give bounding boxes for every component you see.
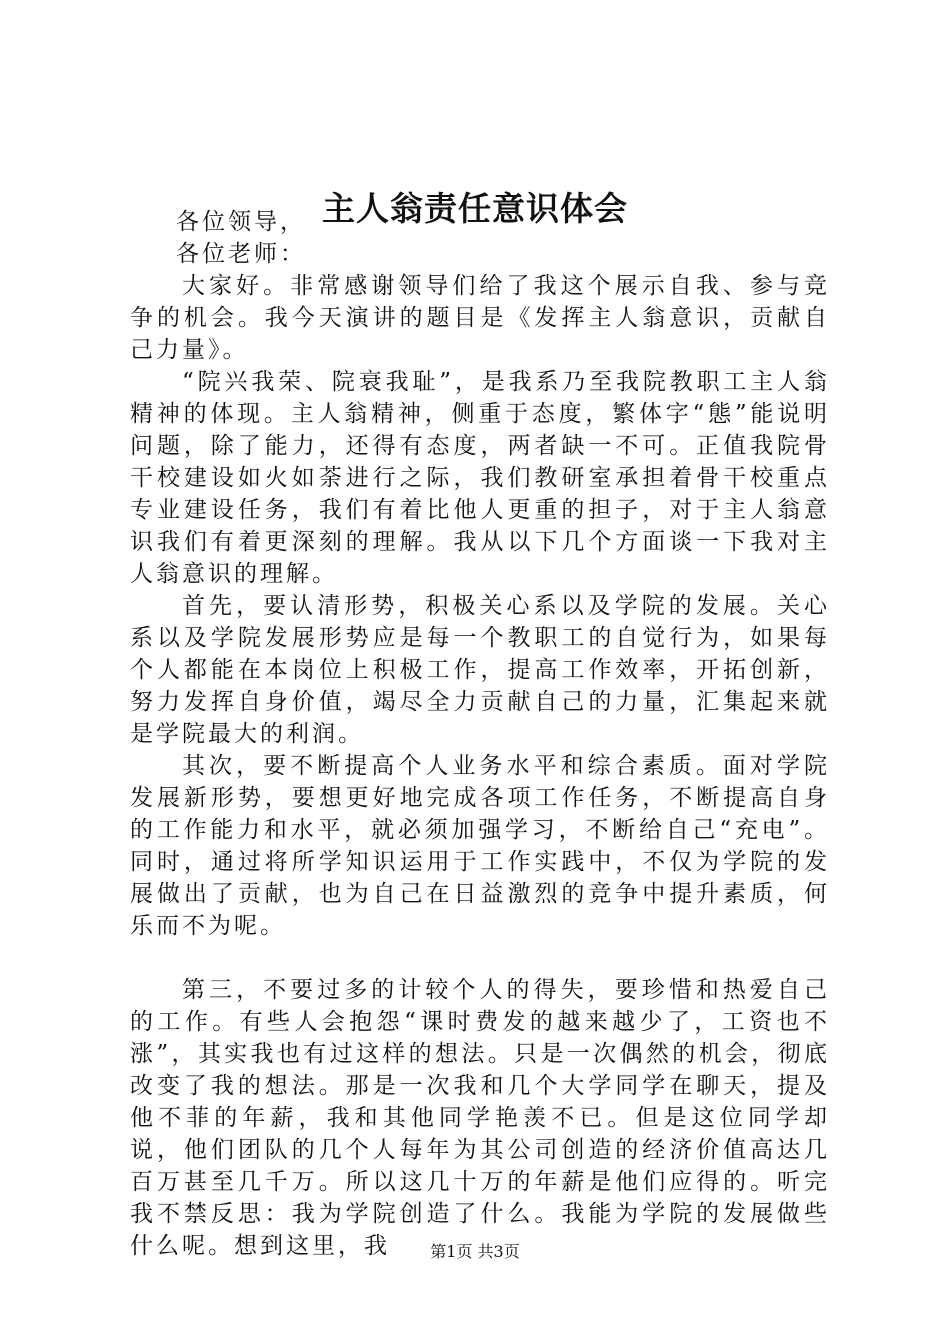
paragraph-third-point: 第三，不要过多的计较个人的得失，要珍惜和热爱自己的工作。有些人会抱怨“课时费发的越来越少了，工资也不涨”，其实我也有过这样的想法。只是一次偶然的机会，彻底改变了我的想法。那是一次我和几个大学同学在聊天，提及他不菲的年薪，我和其他同学艳羡不已。但是这位同学却说，他们团队的几个人每年为其公司创造的经济价值高达几百万甚至几千万。所以这几十万的年薪是他们应得的。听完我不禁反思：我为学院创造了什么。我能为学院的发展做些什么呢。想到这里，我 <box>130 977 830 1259</box>
paragraph-second-point: 其次，要不断提高个人业务水平和综合素质。面对学院发展新形势，要想更好地完成各项工作任务，不断提高自身的工作能力和水平，就必须加强学习，不断给自己“充电”。同时，通过将所学知识运用于工作实践中，不仅为学院的发展做出了贡献，也为自己在日益激烈的竞争中提升素质，何乐而不为呢。 <box>130 753 830 939</box>
paragraph-ownership-spirit: “院兴我荣、院衰我耻”，是我系乃至我院教职工主人翁精神的体现。主人翁精神，侧重于态度，繁体字“態”能说明问题，除了能力，还得有态度，两者缺一不可。正值我院骨干校建设如火如荼进行之际，我们教研室承担着骨干校重点专业建设任务，我们有着比他人更重的担子，对于主人翁意识我们有着更深刻的理解。我从以下几个方面谈一下我对主人翁意识的理解。 <box>130 369 830 587</box>
paragraph-first-point: 首先，要认清形势，积极关心系以及学院的发展。关心系以及学院发展形势应是每一个教职工的自觉行为，如果每个人都能在本岗位上积极工作，提高工作效率，开拓创新，努力发挥自身价值，竭尽全力贡献自己的力量，汇集起来就是学院最大的利润。 <box>130 593 830 747</box>
page-footer: 第1页 共3页 <box>430 1242 520 1261</box>
document-body <box>130 206 830 1262</box>
paragraph-greeting: 大家好。非常感谢领导们给了我这个展示自我、参与竞争的机会。我今天演讲的题目是《发挥主人翁意识，贡献自己力量》。 <box>130 273 830 363</box>
salutation-teachers: 各位老师： <box>176 241 306 267</box>
document-title: 主人翁责任意识体会 <box>322 189 628 228</box>
salutation-leaders: 各位领导， <box>176 209 306 235</box>
